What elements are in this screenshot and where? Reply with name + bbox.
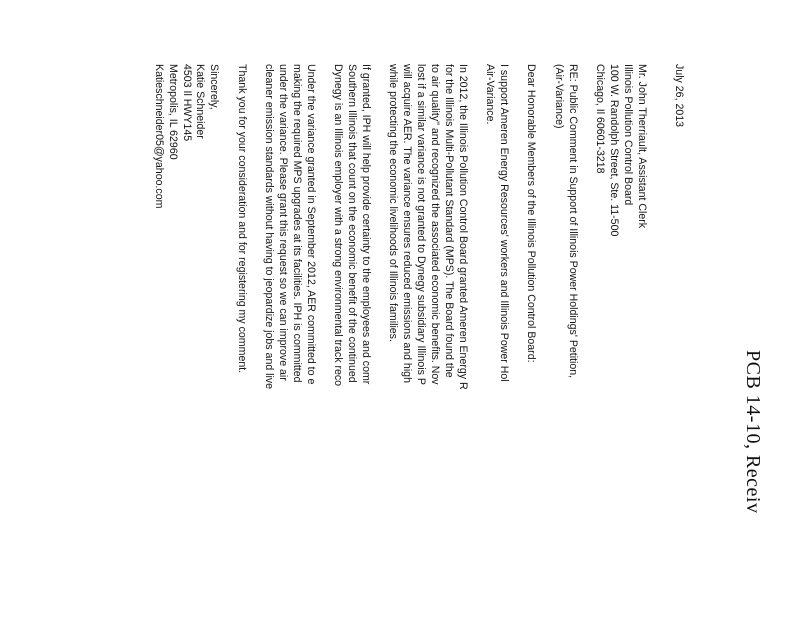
- closing: Sincerely,: [208, 64, 220, 110]
- recipient-line: Illinois Pollution Control Board: [622, 64, 634, 206]
- paragraph-line: while protecting the economic livelihoods of Illinois families.: [387, 64, 399, 342]
- signature-line: Katie Schneider: [194, 64, 206, 139]
- paragraph-thanks: Thank you for your consideration and for registering my comment.: [236, 64, 248, 374]
- paragraph-line: Dynegy is an Illinois employer with a strong environmental track reco: [332, 64, 344, 387]
- paragraph-line: for the Illinois Multi-Pollutant Standard (MPS). The Board found the: [443, 64, 455, 378]
- rotated-letter: [153, 0, 800, 618]
- paragraph-line: Southern Illinois that count on the economic benefit of the continued: [346, 64, 358, 383]
- paragraph-line: If granted, IPH will help provide certainty to the employees and comr: [360, 64, 372, 385]
- paragraph-line: In 2012, the Illinois Pollution Control Board granted Ameren Energy R: [457, 64, 469, 390]
- signature-line: Katieschneider05@yahoo.com: [153, 64, 165, 209]
- paragraph-line: Air-Variance.: [484, 64, 496, 125]
- recipient-line: Chicago, Il 60601-3218: [594, 64, 606, 174]
- letter-date: July 26, 2013: [673, 64, 685, 128]
- paragraph-line: lost if a similar variance is not granted to Dynegy subsidiary Illinois P: [415, 64, 427, 385]
- salutation: Dear Honorable Members of the Illinois Pollution Control Board:: [525, 64, 537, 363]
- signature-line: Metropolis, IL 62960: [167, 64, 179, 160]
- paragraph-line: making the required MPS upgrades at its facilities. IPH is committed: [291, 64, 303, 383]
- paragraph-line: will acquire AER. The variance ensures reduced emissions and high: [401, 64, 413, 383]
- subject-line-2: (Air-Variance): [553, 64, 565, 129]
- signature-line: 4503 Il HWY145: [181, 64, 193, 142]
- paragraph-line: under the variance. Please grant this request so we can improve air: [277, 64, 289, 381]
- recipient-line: Mr. John Therriault, Assistant Clerk: [636, 64, 648, 229]
- paragraph-line: I support Ameren Energy Resources' workers and Illinois Power Hol: [498, 64, 510, 382]
- recipient-line: 100 W. Randolph Street, Ste. 11-500: [608, 64, 620, 237]
- received-stamp: PCB 14-10, Receiv: [742, 350, 764, 514]
- paragraph-line: to air quality" and recognized the associated economic benefits. Nov: [429, 64, 441, 385]
- paragraph-line: cleaner emission standards without having to jeopardize jobs and live: [263, 64, 275, 390]
- paragraph-line: Under the variance granted in September 2012, AER committed to e: [305, 64, 317, 385]
- subject-line-1: RE: Public Comment in Support of Illinois Power Holdings' Petition,: [567, 64, 579, 379]
